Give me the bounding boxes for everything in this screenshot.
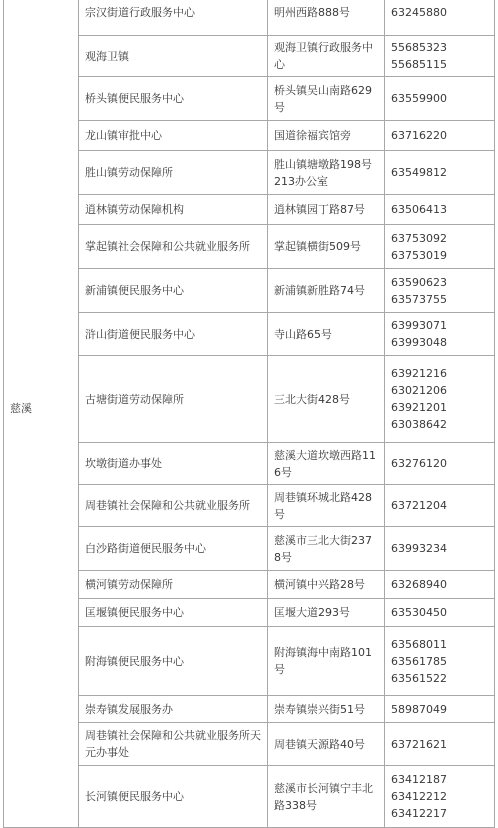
phone-cell — [385, 571, 495, 599]
address-cell: 掌起镇横街509号 — [268, 225, 385, 269]
phone-cell — [385, 356, 495, 443]
address-cell: 逍林镇园丁路87号 — [268, 195, 385, 225]
table-body — [4, 0, 495, 828]
phone-cell — [385, 313, 495, 356]
phone-number: 63559900 — [391, 92, 447, 105]
phone-number: 63573755 — [391, 292, 447, 306]
office-name-cell: 崇寿镇发展服务办 — [79, 696, 268, 723]
office-name-cell: 浒山街道便民服务中心 — [79, 313, 268, 356]
phone-number: 63921216 — [391, 367, 447, 380]
phone-number: 63021206 — [391, 384, 447, 397]
phone-cell — [385, 0, 495, 36]
address-cell: 周巷镇环城北路428号 — [268, 485, 385, 527]
office-name-cell: 观海卫镇 — [79, 36, 268, 77]
phone-cell — [385, 696, 495, 723]
phone-number: 63921201 — [391, 401, 447, 414]
phone-number: 63561522 — [391, 671, 447, 685]
phone-cell — [385, 225, 495, 269]
phone-cell — [385, 121, 495, 151]
office-name-cell: 新浦镇便民服务中心 — [79, 269, 268, 313]
phone-cell — [385, 627, 495, 696]
office-name-cell: 桥头镇便民服务中心 — [79, 77, 268, 121]
phone-number: 63590623 — [391, 275, 447, 289]
phone-number: 63753019 — [391, 248, 447, 262]
phone-cell — [385, 36, 495, 77]
phone-number: 55685323 — [391, 41, 447, 54]
address-cell: 慈溪大道坎墩西路116号 — [268, 443, 385, 485]
phone-cell — [385, 77, 495, 121]
table-row — [4, 0, 495, 36]
office-name-cell: 掌起镇社会保障和公共就业服务所 — [79, 225, 268, 269]
address-cell: 胜山镇塘墩路198号213办公室 — [268, 151, 385, 195]
phone-cell — [385, 485, 495, 527]
phone-number: 55685115 — [391, 58, 447, 71]
address-cell: 寺山路65号 — [268, 313, 385, 356]
phone-number: 58987049 — [391, 702, 447, 716]
address-cell: 三北大街428号 — [268, 356, 385, 443]
address-cell: 新浦镇新胜路74号 — [268, 269, 385, 313]
phone-number: 63993071 — [391, 319, 447, 332]
office-name-cell: 逍林镇劳动保障机构 — [79, 195, 268, 225]
address-cell: 慈溪市三北大街2378号 — [268, 527, 385, 571]
phone-number: 63753092 — [391, 231, 447, 245]
office-name-cell: 古塘街道劳动保障所 — [79, 356, 268, 443]
phone-number: 63716220 — [391, 129, 447, 142]
phone-number: 63412187 — [391, 773, 447, 786]
office-name-cell: 周巷镇社会保障和公共就业服务所天元办事处 — [79, 723, 268, 766]
phone-number: 63721621 — [391, 737, 447, 751]
phone-cell — [385, 723, 495, 766]
phone-cell — [385, 195, 495, 225]
office-name-cell: 龙山镇审批中心 — [79, 121, 268, 151]
office-name-cell: 长河镇便民服务中心 — [79, 766, 268, 828]
office-name-cell: 坎墩街道办事处 — [79, 443, 268, 485]
address-cell: 匡堰大道293号 — [268, 599, 385, 627]
phone-number: 63506413 — [391, 203, 447, 216]
address-cell: 观海卫镇行政服务中心 — [268, 36, 385, 77]
address-cell: 明州西路888号 — [268, 0, 385, 36]
address-cell: 横河镇中兴路28号 — [268, 571, 385, 599]
phone-number: 63721204 — [391, 499, 447, 512]
office-name-cell: 周巷镇社会保障和公共就业服务所 — [79, 485, 268, 527]
office-name-cell: 匡堰镇便民服务中心 — [79, 599, 268, 627]
phone-number: 63268940 — [391, 578, 447, 591]
phone-number: 63245880 — [391, 5, 447, 19]
phone-number: 63412212 — [391, 790, 447, 803]
office-name-cell: 附海镇便民服务中心 — [79, 627, 268, 696]
phone-cell — [385, 766, 495, 828]
phone-number: 63530450 — [391, 606, 447, 619]
phone-cell — [385, 269, 495, 313]
service-center-table — [3, 0, 495, 828]
phone-number: 63412217 — [391, 807, 447, 820]
address-cell: 附海镇海中南路101号 — [268, 627, 385, 696]
phone-cell — [385, 527, 495, 571]
address-cell: 崇寿镇崇兴街51号 — [268, 696, 385, 723]
phone-number: 63276120 — [391, 457, 447, 470]
phone-number: 63561785 — [391, 654, 447, 668]
address-cell: 国道徐福宾馆旁 — [268, 121, 385, 151]
phone-number: 63549812 — [391, 166, 447, 179]
address-cell: 桥头镇吴山南路629号 — [268, 77, 385, 121]
office-name-cell: 白沙路街道便民服务中心 — [79, 527, 268, 571]
office-name-cell: 胜山镇劳动保障所 — [79, 151, 268, 195]
phone-number: 63038642 — [391, 418, 447, 431]
phone-number: 63993048 — [391, 336, 447, 349]
office-name-cell: 横河镇劳动保障所 — [79, 571, 268, 599]
office-name-cell: 宗汉街道行政服务中心 — [79, 0, 268, 36]
phone-cell — [385, 599, 495, 627]
phone-cell — [385, 151, 495, 195]
phone-number: 63993234 — [391, 542, 447, 555]
address-cell: 周巷镇天源路40号 — [268, 723, 385, 766]
phone-number: 63568011 — [391, 637, 447, 651]
region-cell: 慈溪 — [4, 0, 79, 828]
phone-cell — [385, 443, 495, 485]
address-cell: 慈溪市长河镇宁丰北路338号 — [268, 766, 385, 828]
